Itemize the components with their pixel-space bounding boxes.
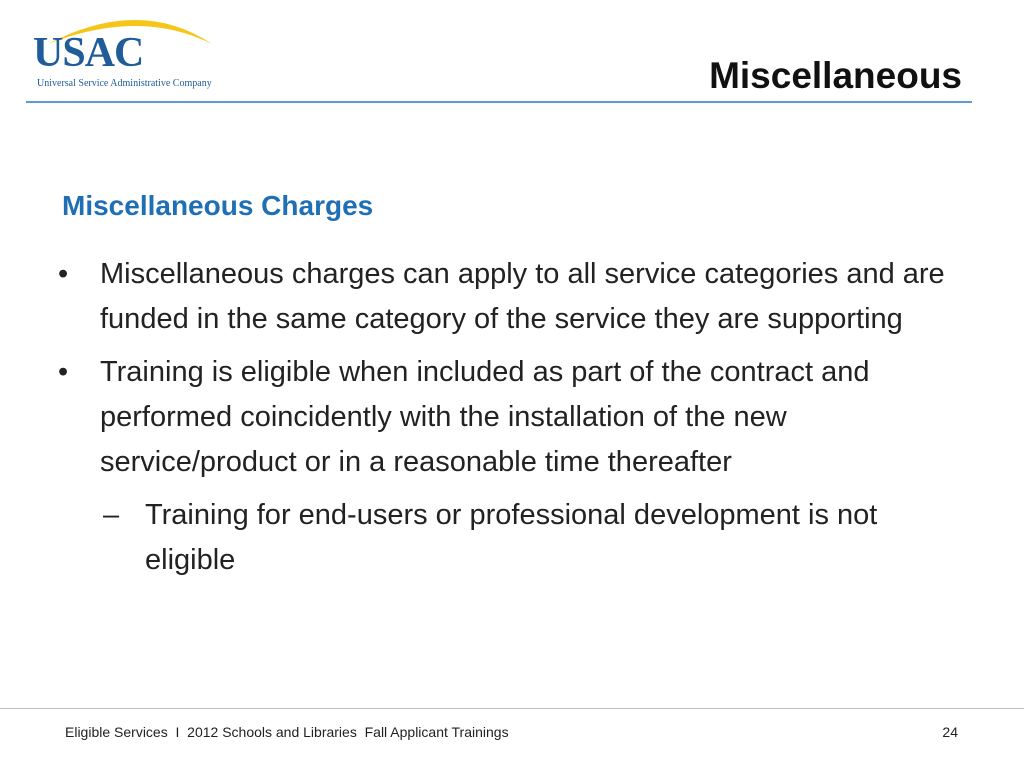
bullet-text: Training is eligible when included as part of the contract and performed coincidently with the installation of the new service/product or in a reasonable time thereafter bbox=[100, 356, 870, 478]
page-number: 24 bbox=[942, 724, 958, 740]
bullet-mark: • bbox=[58, 258, 69, 290]
sub-bullet-mark: – bbox=[103, 499, 120, 531]
bullet-list bbox=[58, 252, 958, 583]
header-divider bbox=[26, 101, 972, 103]
usac-logo bbox=[30, 14, 230, 94]
footer-divider bbox=[0, 708, 1024, 709]
bullet-mark: • bbox=[58, 356, 69, 388]
sub-bullet-text: Training for end-users or professional development is not eligible bbox=[145, 499, 878, 576]
bullet-item bbox=[58, 350, 958, 485]
sub-bullet-item bbox=[58, 493, 958, 583]
logo-name: USAC bbox=[33, 30, 144, 76]
logo-subtitle: Universal Service Administrative Company bbox=[37, 78, 212, 89]
slide-title: Miscellaneous bbox=[709, 55, 962, 96]
section-title: Miscellaneous Charges bbox=[62, 190, 374, 221]
footer-text: Eligible Services I 2012 Schools and Libraries Fall Applicant Trainings bbox=[65, 724, 509, 740]
bullet-text: Miscellaneous charges can apply to all service categories and are funded in the same category of the service they are supporting bbox=[100, 258, 945, 335]
bullet-item bbox=[58, 252, 958, 342]
